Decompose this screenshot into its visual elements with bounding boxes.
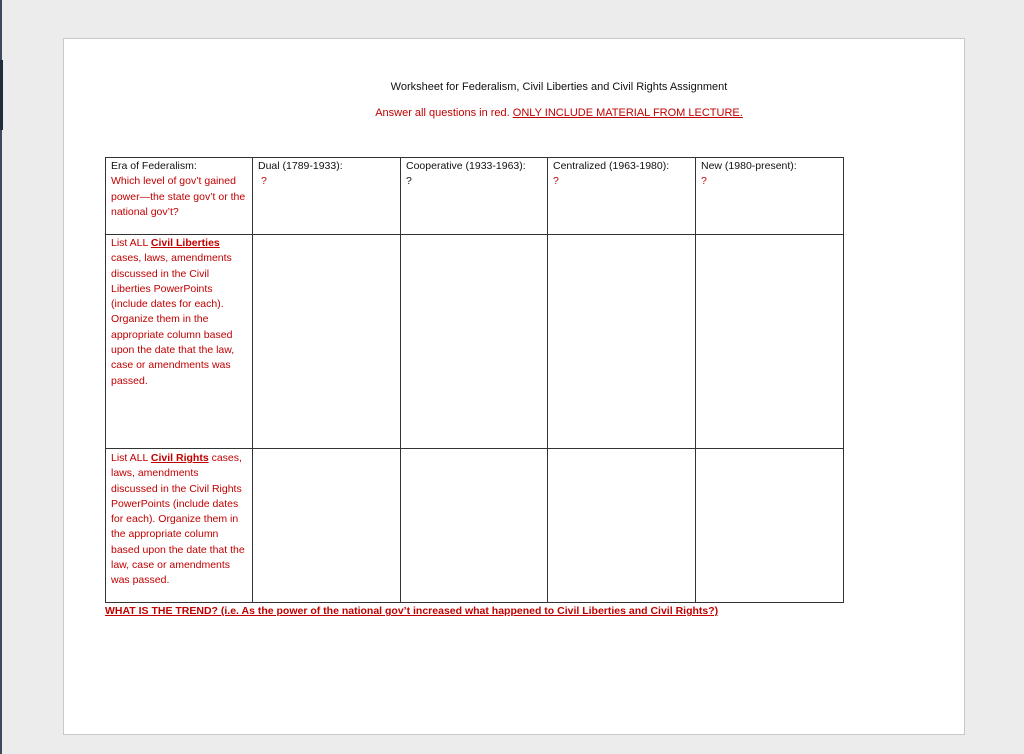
era-label-cell [106, 158, 253, 235]
civil-liberties-row [106, 235, 844, 449]
civil-liberties-keyword: Civil Liberties [150, 237, 220, 249]
civil-rights-cell-new[interactable] [696, 449, 844, 603]
civil-rights-prompt [106, 449, 253, 603]
era-question: Which level of gov’t gained power—the state gov’t or the national gov’t? [111, 175, 246, 218]
instructions-emphasis: ONLY INCLUDE MATERIAL FROM LECTURE. [512, 107, 743, 119]
trend-question: WHAT IS THE TREND? (i.e. As the power of the national gov’t increased what happened to Civil Liberties and Civil Rights?) [105, 605, 719, 617]
document-title: Worksheet for Federalism, Civil Liberties and Civil Rights Assignment [390, 81, 728, 93]
civil-liberties-prefix: List ALL [111, 237, 148, 249]
civil-rights-keyword: Civil Rights [150, 452, 209, 464]
document-instructions [64, 107, 1024, 119]
civil-liberties-instructions: cases, laws, amendments discussed in the Civil Liberties PowerPoints (include dates for each). Organize them in the appropriate column based upon the date that the law, case or amendments was passed. [111, 252, 235, 387]
civil-rights-cell-cooperative[interactable] [401, 449, 548, 603]
era-cell-cooperative[interactable] [401, 158, 548, 235]
column-header-cooperative: Cooperative (1933-1963): [406, 160, 526, 172]
column-header-dual: Dual (1789-1933): [258, 160, 343, 172]
civil-rights-instructions: cases, laws, amendments discussed in the Civil Rights PowerPoints (include dates for each). Organize them in the appropriate column based upon the date that the law, case or amendments was passed. [111, 452, 245, 587]
instructions-text: Answer all questions in red. [375, 107, 510, 119]
era-cell-centralized[interactable] [548, 158, 696, 235]
window-left-accent [0, 60, 3, 130]
civil-rights-prefix: List ALL [111, 452, 148, 464]
civil-liberties-cell-dual[interactable] [253, 235, 401, 449]
document-page [63, 38, 965, 735]
civil-liberties-prompt [106, 235, 253, 449]
civil-rights-cell-dual[interactable] [253, 449, 401, 603]
era-cell-new[interactable] [696, 158, 844, 235]
answer-placeholder-new: ? [701, 175, 707, 188]
answer-placeholder-dual: ? [261, 175, 267, 188]
civil-liberties-cell-cooperative[interactable] [401, 235, 548, 449]
answer-placeholder-centralized: ? [553, 175, 559, 188]
era-cell-dual[interactable] [253, 158, 401, 235]
worksheet-table [105, 157, 844, 603]
column-header-new: New (1980-present): [701, 160, 797, 172]
civil-liberties-cell-new[interactable] [696, 235, 844, 449]
era-label: Era of Federalism: [111, 160, 197, 172]
civil-rights-cell-centralized[interactable] [548, 449, 696, 603]
civil-liberties-cell-centralized[interactable] [548, 235, 696, 449]
era-row [106, 158, 844, 235]
column-header-centralized: Centralized (1963-1980): [553, 160, 670, 172]
answer-placeholder-cooperative: ? [406, 175, 412, 188]
civil-rights-row [106, 449, 844, 603]
